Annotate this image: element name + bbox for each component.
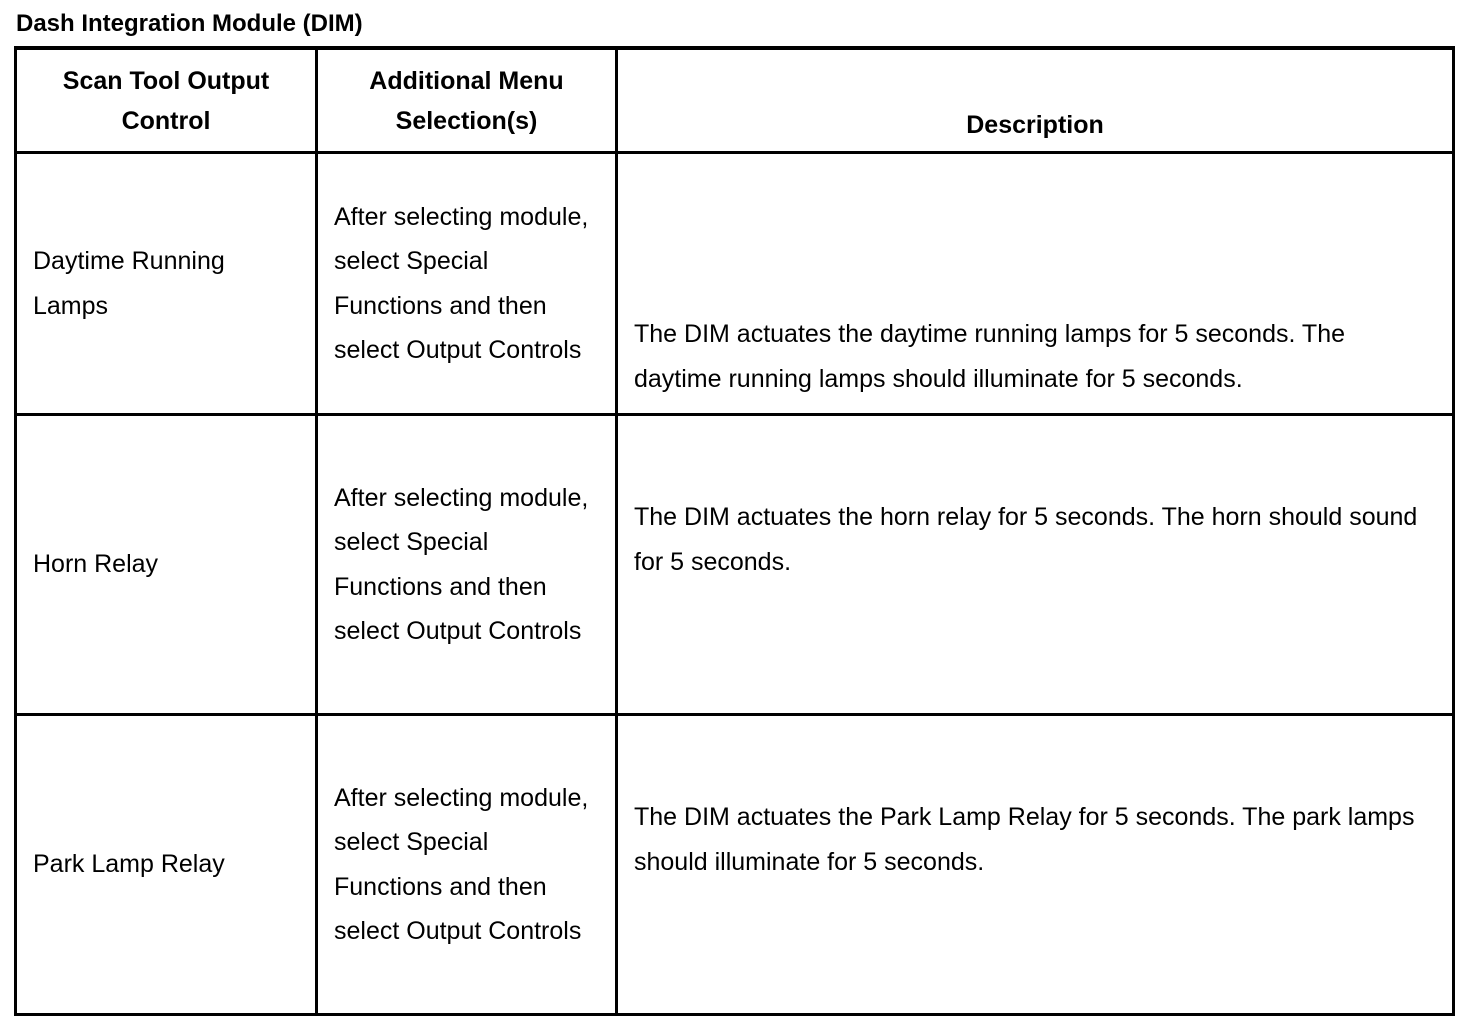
description-cell (617, 153, 1454, 415)
output-controls-table (14, 46, 1455, 1016)
output-control-text: Daytime Running Lamps (33, 247, 225, 320)
column-header-description: Description (617, 48, 1454, 153)
output-control-text: Park Lamp Relay (33, 850, 225, 879)
description-text: The DIM actuates the daytime running lamps for 5 seconds. The daytime running lamps should illuminate for 5 seconds. (634, 320, 1346, 393)
table-header (16, 48, 1454, 153)
table-row (16, 153, 1454, 415)
table-row (16, 715, 1454, 1015)
menu-selection-cell (317, 415, 617, 715)
description-cell (617, 715, 1454, 1015)
table-body (16, 153, 1454, 1015)
output-control-cell (16, 153, 317, 415)
output-controls-table-container (14, 46, 1452, 945)
column-header-additional-menu-selections: Additional Menu Selection(s) (317, 48, 617, 153)
description-text: The DIM actuates the Park Lamp Relay for 5 seconds. The park lamps should illuminate for 5 seconds. (634, 803, 1415, 876)
table-row (16, 415, 1454, 715)
menu-selection-text: After selecting module, select Special Functions and then select Output Controls (334, 783, 589, 945)
menu-selection-cell (317, 153, 617, 415)
output-control-text: Horn Relay (33, 550, 159, 579)
menu-selection-cell (317, 715, 617, 1015)
page-title: Dash Integration Module (DIM) (16, 10, 363, 37)
description-text: The DIM actuates the horn relay for 5 seconds. The horn should sound for 5 seconds. (634, 503, 1418, 576)
output-control-cell (16, 715, 317, 1015)
output-control-cell (16, 415, 317, 715)
menu-selection-text: After selecting module, select Special Functions and then select Output Controls (334, 483, 589, 645)
column-header-scan-tool-output-control: Scan Tool Output Control (16, 48, 317, 153)
menu-selection-text: After selecting module, select Special Functions and then select Output Controls (334, 202, 589, 364)
description-cell (617, 415, 1454, 715)
header-row (16, 48, 1454, 153)
